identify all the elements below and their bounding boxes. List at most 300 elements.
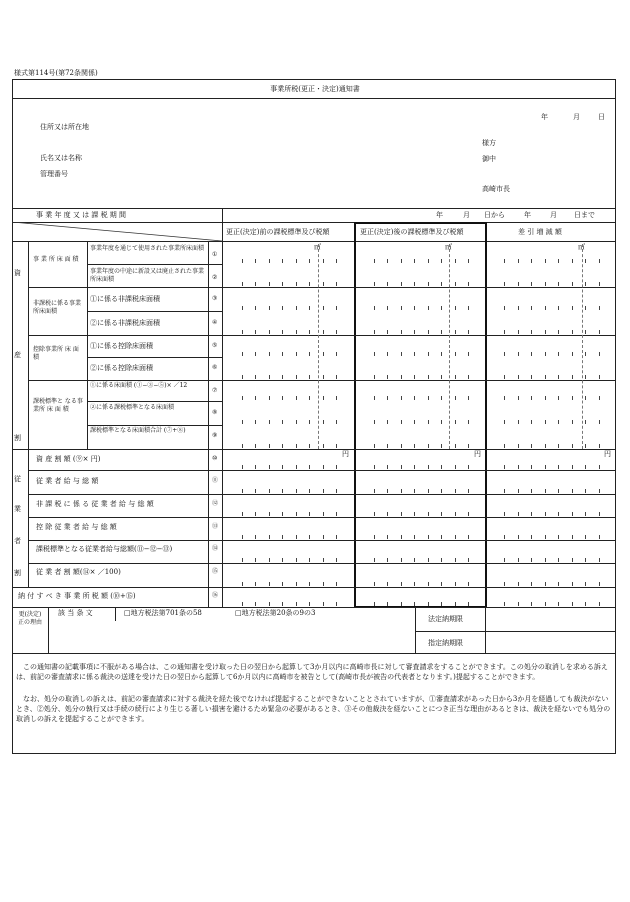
- digit-tick: [572, 602, 573, 606]
- digit-tick: [455, 512, 456, 516]
- digit-tick: [401, 375, 402, 379]
- digit-tick: [504, 535, 505, 539]
- digit-tick: [468, 444, 469, 448]
- digit-tick: [336, 420, 337, 424]
- digit-tick: [269, 444, 270, 448]
- unit-yen-after: 円: [474, 450, 481, 458]
- digit-tick: [531, 282, 532, 286]
- digit-tick: [572, 512, 573, 516]
- digit-tick: [428, 512, 429, 516]
- row-divider: [28, 563, 616, 564]
- digit-tick: [599, 420, 600, 424]
- row-number-12: ⑫: [212, 500, 219, 507]
- digit-tick: [545, 259, 546, 263]
- digit-tick: [387, 282, 388, 286]
- digit-tick: [309, 259, 310, 263]
- digit-tick: [255, 282, 256, 286]
- digit-tick: [572, 465, 573, 469]
- digit-tick: [504, 282, 505, 286]
- digit-tick: [558, 444, 559, 448]
- digit-tick: [468, 306, 469, 310]
- row-label-13: 控 除 従 業 者 給 与 総 額: [36, 523, 117, 531]
- digit-tick: [572, 420, 573, 424]
- digit-tick: [387, 444, 388, 448]
- row-number-14: ⑭: [212, 545, 219, 552]
- digit-tick: [545, 602, 546, 606]
- row-number-8: ⑧: [212, 409, 218, 416]
- digit-tick: [414, 582, 415, 586]
- digit-tick: [585, 306, 586, 310]
- row-number-6: ⑥: [212, 364, 218, 371]
- digit-tick: [518, 602, 519, 606]
- row-number-13: ⑬: [212, 523, 219, 530]
- digit-tick: [545, 420, 546, 424]
- digit-tick: [269, 352, 270, 356]
- digit-tick: [309, 535, 310, 539]
- row-label-16: 納 付 す べ き 事 業 所 税 額 (⑩+⑮): [18, 592, 136, 600]
- digit-tick: [468, 489, 469, 493]
- digit-tick: [572, 259, 573, 263]
- digit-tick: [414, 465, 415, 469]
- period-year-from: 年: [436, 211, 443, 219]
- digit-tick: [455, 352, 456, 356]
- row-label-10: 資 産 割 額 (⑨× 円): [36, 455, 101, 463]
- digit-tick: [309, 282, 310, 286]
- digit-tick: [309, 465, 310, 469]
- digit-tick: [336, 330, 337, 334]
- side-label-emp-2: 業: [14, 505, 21, 513]
- digit-tick: [428, 259, 429, 263]
- digit-tick: [401, 602, 402, 606]
- digit-tick: [558, 420, 559, 424]
- digit-tick: [599, 375, 600, 379]
- digit-tick: [504, 444, 505, 448]
- column-before: 更正(決定)前の課税標準及び税額: [226, 228, 330, 236]
- reason-side-label: 更(決定)正の理由: [17, 611, 42, 626]
- digit-tick: [599, 582, 600, 586]
- digit-tick: [545, 330, 546, 334]
- digit-tick: [414, 282, 415, 286]
- digit-tick: [518, 558, 519, 562]
- digit-tick: [374, 282, 375, 286]
- digit-tick: [323, 582, 324, 586]
- digit-tick: [323, 259, 324, 263]
- digit-tick: [558, 396, 559, 400]
- form-number: 様式第114号(第72条関係): [14, 69, 98, 77]
- digit-tick: [518, 420, 519, 424]
- digit-tick: [455, 558, 456, 562]
- digit-tick: [468, 352, 469, 356]
- side-label-emp-4: 割: [14, 569, 21, 577]
- notice-paragraph-1: この通知書の記載事項に不服がある場合は、この通知書を受け取った日の翌日から起算して3か月以内に高崎市長に対して審査請求をすることができます。この処分の取消しを求める訴えは、前記の審査請求に係る裁決の送達を受けた日の翌日から起算して6か月以内に高崎市を被告として(高崎市長が被告の代表者となります。)提起することができます。: [16, 663, 608, 681]
- digit-tick: [441, 375, 442, 379]
- digit-tick: [572, 375, 573, 379]
- digit-tick: [323, 558, 324, 562]
- digit-tick: [531, 489, 532, 493]
- digit-tick: [323, 465, 324, 469]
- digit-tick: [441, 489, 442, 493]
- digit-tick: [296, 352, 297, 356]
- digit-tick: [468, 396, 469, 400]
- digit-tick: [269, 535, 270, 539]
- digit-tick: [242, 352, 243, 356]
- digit-tick: [599, 558, 600, 562]
- digit-tick: [336, 535, 337, 539]
- digit-tick: [441, 444, 442, 448]
- digit-tick: [545, 512, 546, 516]
- row-number-7: ⑦: [212, 387, 218, 394]
- digit-tick: [401, 330, 402, 334]
- period-label: 事 業 年 度 又 は 課 税 期 間: [36, 211, 127, 219]
- digit-tick: [414, 602, 415, 606]
- digit-tick: [296, 396, 297, 400]
- digit-tick: [242, 512, 243, 516]
- digit-tick: [269, 330, 270, 334]
- row-label-12: 非 課 税 に 係 る 従 業 者 給 与 総 額: [36, 500, 154, 508]
- digit-tick: [558, 489, 559, 493]
- digit-tick: [545, 465, 546, 469]
- digit-tick: [336, 582, 337, 586]
- digit-tick: [296, 306, 297, 310]
- digit-tick: [428, 330, 429, 334]
- digit-tick: [599, 259, 600, 263]
- row-number-1: ①: [212, 251, 218, 258]
- digit-tick: [269, 259, 270, 263]
- digit-tick: [414, 420, 415, 424]
- digit-tick: [572, 282, 573, 286]
- digit-tick: [599, 306, 600, 310]
- digit-tick: [336, 444, 337, 448]
- digit-tick: [374, 352, 375, 356]
- digit-tick: [599, 352, 600, 356]
- digit-tick: [242, 375, 243, 379]
- digit-tick: [336, 375, 337, 379]
- row-label-11: 従 業 者 給 与 総 額: [36, 477, 99, 485]
- digit-tick: [585, 558, 586, 562]
- digit-tick: [468, 282, 469, 286]
- digit-tick: [572, 306, 573, 310]
- digit-tick: [309, 444, 310, 448]
- digit-tick: [374, 375, 375, 379]
- digit-tick: [585, 489, 586, 493]
- digit-tick: [323, 352, 324, 356]
- digit-tick: [323, 444, 324, 448]
- digit-tick: [558, 282, 559, 286]
- digit-tick: [374, 444, 375, 448]
- digit-tick: [531, 465, 532, 469]
- digit-tick: [296, 375, 297, 379]
- digit-tick: [468, 535, 469, 539]
- group-label-deduction-area: 控除事業所 床 面 積: [33, 346, 79, 361]
- row-label-1: 事業年度を通じて使用された事業所床面積: [90, 245, 205, 252]
- digit-tick: [387, 375, 388, 379]
- digit-tick: [296, 259, 297, 263]
- article-option-2[interactable]: □地方税法第20条の9の3: [235, 609, 316, 617]
- digit-tick: [428, 535, 429, 539]
- digit-tick: [255, 352, 256, 356]
- digit-tick: [269, 465, 270, 469]
- digit-tick: [504, 352, 505, 356]
- period-month-from: 月: [463, 211, 470, 219]
- digit-tick: [374, 512, 375, 516]
- digit-tick: [374, 330, 375, 334]
- row-number-15: ⑮: [212, 568, 219, 575]
- digit-tick: [468, 582, 469, 586]
- digit-tick: [401, 420, 402, 424]
- digit-tick: [374, 582, 375, 586]
- digit-tick: [255, 375, 256, 379]
- digit-tick: [336, 282, 337, 286]
- digit-tick: [572, 489, 573, 493]
- digit-tick: [545, 582, 546, 586]
- digit-tick: [504, 330, 505, 334]
- digit-tick: [455, 282, 456, 286]
- digit-tick: [531, 352, 532, 356]
- digit-tick: [518, 282, 519, 286]
- digit-tick: [282, 396, 283, 400]
- digit-tick: [309, 330, 310, 334]
- digit-tick: [323, 512, 324, 516]
- digit-tick: [387, 535, 388, 539]
- digit-tick: [518, 489, 519, 493]
- digit-tick: [282, 558, 283, 562]
- digit-tick: [441, 282, 442, 286]
- digit-tick: [558, 602, 559, 606]
- digit-tick: [531, 420, 532, 424]
- digit-tick: [545, 535, 546, 539]
- digit-tick: [468, 602, 469, 606]
- column-after: 更正(決定)後の課税標準及び税額: [360, 228, 464, 236]
- digit-tick: [572, 582, 573, 586]
- digit-tick: [323, 282, 324, 286]
- digit-tick: [414, 375, 415, 379]
- digit-tick: [545, 396, 546, 400]
- digit-tick: [296, 465, 297, 469]
- digit-tick: [269, 306, 270, 310]
- digit-tick: [387, 352, 388, 356]
- digit-tick: [414, 306, 415, 310]
- digit-tick: [585, 375, 586, 379]
- digit-tick: [572, 352, 573, 356]
- digit-tick: [504, 259, 505, 263]
- digit-tick: [242, 489, 243, 493]
- digit-tick: [504, 306, 505, 310]
- digit-tick: [572, 444, 573, 448]
- digit-tick: [428, 489, 429, 493]
- digit-tick: [282, 465, 283, 469]
- form-title: 事業所税(更正・決定)通知書: [270, 85, 360, 93]
- digit-tick: [282, 352, 283, 356]
- digit-tick: [242, 582, 243, 586]
- digit-tick: [374, 465, 375, 469]
- digit-tick: [296, 444, 297, 448]
- group-label-taxable-area: 課税標準と なる事業所 床 面 積: [33, 398, 83, 413]
- digit-tick: [374, 259, 375, 263]
- digit-tick: [387, 306, 388, 310]
- digit-tick: [599, 444, 600, 448]
- digit-tick: [255, 444, 256, 448]
- digit-tick: [599, 489, 600, 493]
- side-label-asset-1: 資: [14, 269, 21, 277]
- row-number-4: ④: [212, 319, 218, 326]
- digit-tick: [255, 602, 256, 606]
- digit-tick: [269, 375, 270, 379]
- article-option-1[interactable]: □地方税法第701条の58: [124, 609, 202, 617]
- digit-tick: [323, 420, 324, 424]
- digit-tick: [572, 396, 573, 400]
- digit-tick: [336, 396, 337, 400]
- row-label-9: 課税標準となる床面積合計 (⑦+⑧): [90, 427, 186, 434]
- digit-tick: [387, 420, 388, 424]
- digit-tick: [387, 602, 388, 606]
- digit-tick: [441, 420, 442, 424]
- digit-tick: [336, 352, 337, 356]
- legal-deadline-label: 法定納期限: [428, 615, 463, 623]
- digit-tick: [336, 512, 337, 516]
- digit-tick: [242, 535, 243, 539]
- digit-tick: [401, 558, 402, 562]
- digit-tick: [309, 489, 310, 493]
- address-label: 住所又は所在地: [40, 123, 89, 131]
- mayor-label: 高崎市長: [482, 185, 510, 193]
- digit-tick: [518, 535, 519, 539]
- digit-tick: [585, 602, 586, 606]
- row-number-3: ③: [212, 295, 218, 302]
- digit-tick: [545, 306, 546, 310]
- digit-tick: [323, 375, 324, 379]
- digit-tick: [401, 512, 402, 516]
- digit-tick: [414, 259, 415, 263]
- digit-tick: [414, 352, 415, 356]
- digit-tick: [242, 444, 243, 448]
- digit-tick: [242, 558, 243, 562]
- digit-tick: [518, 444, 519, 448]
- digit-tick: [323, 602, 324, 606]
- side-label-emp-3: 者: [14, 537, 21, 545]
- digit-tick: [336, 465, 337, 469]
- digit-tick: [455, 582, 456, 586]
- digit-tick: [441, 602, 442, 606]
- digit-tick: [558, 582, 559, 586]
- digit-tick: [255, 465, 256, 469]
- digit-tick: [455, 330, 456, 334]
- digit-tick: [374, 306, 375, 310]
- digit-tick: [282, 602, 283, 606]
- digit-tick: [296, 282, 297, 286]
- digit-tick: [336, 489, 337, 493]
- digit-tick: [545, 352, 546, 356]
- digit-tick: [296, 582, 297, 586]
- unit-yen-before: 円: [342, 450, 349, 458]
- row-number-16: ⑯: [212, 592, 219, 599]
- row-label-14: 課税標準となる従業者給与総額(⑪−⑫−⑬): [36, 545, 173, 553]
- digit-tick: [309, 396, 310, 400]
- digit-tick: [468, 330, 469, 334]
- row-label-3: ①に係る非課税床面積: [90, 295, 160, 303]
- digit-tick: [374, 558, 375, 562]
- digit-tick: [468, 512, 469, 516]
- digit-tick: [296, 420, 297, 424]
- digit-tick: [242, 306, 243, 310]
- digit-tick: [387, 465, 388, 469]
- digit-tick: [455, 465, 456, 469]
- digit-tick: [504, 512, 505, 516]
- digit-tick: [455, 489, 456, 493]
- digit-tick: [255, 420, 256, 424]
- digit-tick: [531, 259, 532, 263]
- digit-tick: [455, 535, 456, 539]
- row-number-9: ⑨: [212, 432, 218, 439]
- digit-tick: [585, 444, 586, 448]
- digit-tick: [255, 330, 256, 334]
- digit-tick: [387, 512, 388, 516]
- digit-tick: [296, 512, 297, 516]
- digit-tick: [414, 396, 415, 400]
- digit-tick: [323, 535, 324, 539]
- row-number-10: ⑩: [212, 455, 218, 462]
- digit-tick: [387, 489, 388, 493]
- digit-tick: [504, 375, 505, 379]
- digit-tick: [599, 602, 600, 606]
- digit-tick: [428, 465, 429, 469]
- digit-tick: [414, 558, 415, 562]
- digit-tick: [336, 558, 337, 562]
- digit-tick: [374, 602, 375, 606]
- row-label-15: 従 業 者 割 額(⑭× ／100): [36, 568, 121, 576]
- digit-tick: [255, 582, 256, 586]
- sama-label: 様方: [482, 139, 496, 147]
- onchu-label: 御中: [482, 155, 496, 163]
- digit-tick: [441, 259, 442, 263]
- group-label-floor-area: 事 業 所 床 面 積: [33, 256, 79, 263]
- digit-tick: [585, 535, 586, 539]
- digit-tick: [504, 602, 505, 606]
- digit-tick: [558, 558, 559, 562]
- digit-tick: [242, 420, 243, 424]
- digit-tick: [242, 396, 243, 400]
- period-from: 日から: [484, 211, 505, 219]
- digit-tick: [518, 582, 519, 586]
- digit-tick: [504, 396, 505, 400]
- digit-tick: [428, 282, 429, 286]
- digit-tick: [255, 306, 256, 310]
- digit-tick: [455, 444, 456, 448]
- digit-tick: [269, 420, 270, 424]
- digit-tick: [309, 375, 310, 379]
- digit-tick: [518, 396, 519, 400]
- digit-tick: [468, 465, 469, 469]
- digit-tick: [455, 375, 456, 379]
- digit-tick: [282, 259, 283, 263]
- digit-tick: [558, 465, 559, 469]
- digit-tick: [572, 558, 573, 562]
- digit-tick: [374, 535, 375, 539]
- digit-tick: [323, 306, 324, 310]
- digit-tick: [255, 558, 256, 562]
- digit-tick: [545, 444, 546, 448]
- digit-tick: [309, 352, 310, 356]
- digit-tick: [518, 306, 519, 310]
- digit-tick: [282, 582, 283, 586]
- digit-tick: [558, 330, 559, 334]
- digit-tick: [414, 489, 415, 493]
- date-year: 年: [541, 113, 548, 121]
- digit-tick: [269, 489, 270, 493]
- digit-tick: [455, 420, 456, 424]
- row-label-7: ①に係る床面積 (①−③−⑤)× ／12: [90, 382, 188, 389]
- digit-tick: [336, 602, 337, 606]
- digit-tick: [558, 512, 559, 516]
